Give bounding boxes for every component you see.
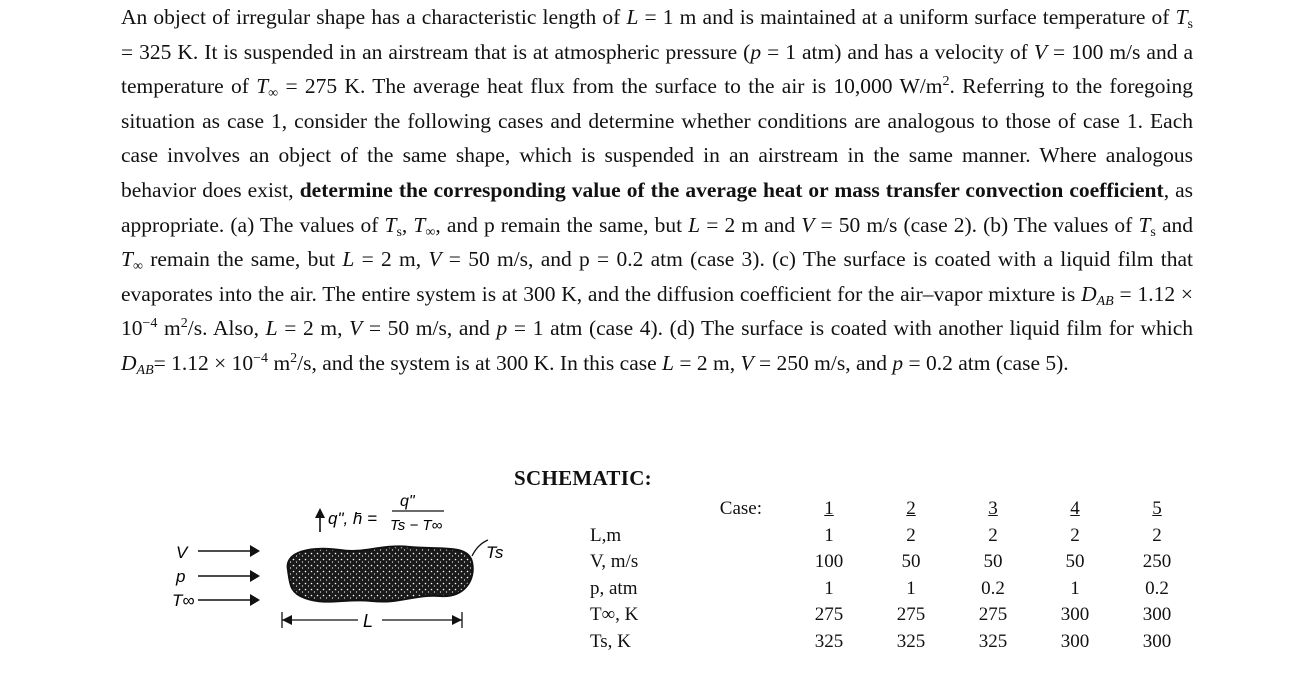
schematic-heading: SCHEMATIC: xyxy=(514,466,652,490)
irregular-object xyxy=(288,546,473,601)
case-number: 3 xyxy=(988,498,998,520)
case-table xyxy=(590,496,1198,655)
stream-arrowhead xyxy=(250,570,260,582)
table-cell: 2 xyxy=(988,524,998,546)
table-cell: 325 xyxy=(896,630,926,652)
flux-numerator: q" xyxy=(400,493,415,510)
table-cell: 2 xyxy=(1152,524,1162,546)
row-label: T∞, K xyxy=(590,604,639,626)
case-number: 4 xyxy=(1070,498,1080,520)
problem-paragraph: An object of irregular shape has a characteristic length of L = 1 m and is maintained at a uniform surface temperature of $T_s = 325$ K. It is suspended in an airstream that is at atmospheric pressure (p = 1 atm) and has a velocity of V = 100 m/s and a temperature of $T_\infty = 275$ K. The average heat flux from the surface to the air is 10,000 $W/m^2$. Referring to the foregoing situation as case 1, consider the following cases and determine whether conditions are analogous to those of case 1. Each case involves an object of the same shape, which is suspended in an airstream in the same manner. Where analogous behavior does exist, determine the corresponding value of the average heat or mass transfer convection coefficient, as appropriate. (a) The values of $T_s$, $T_\infty$, and p remain the same, but L = 2 m and V = 50 m/s (case 2). (b) The values of $T_s$ and $T_\infty$ remain the same, but L = 2 m, V = 50 m/s, and p = 0.2 atm (case 3). (c) The surface is coated with a liquid film that evaporates into the air. The entire system is at 300 K, and the diffusion coefficient for the air–vapor mixture is $D_{AB} = 1.12 \times 10^{-4}$ $m^2/s$. Also, L = 2 m, V = 50 m/s, and p = 1 atm (case 4). (d) The surface is coated with another liquid film for which $D_{AB}= 1.12 \times 10^{-4}$ $m^2/s$, and the system is at 300 K. In this case L = 2 m, V = 250 m/s, and p = 0.2 atm (case 5). xyxy=(121,5,1194,378)
table-cell: 300 xyxy=(1142,604,1172,626)
table-row xyxy=(590,549,1198,576)
table-cell: 300 xyxy=(1142,630,1172,652)
table-cell: 50 xyxy=(901,551,921,573)
stream-arrowhead xyxy=(250,594,260,606)
length-arrowhead-right xyxy=(452,615,462,625)
table-cell: 325 xyxy=(978,630,1008,652)
case-number: 5 xyxy=(1152,498,1162,520)
table-cell: 275 xyxy=(896,604,926,626)
table-cell: 2 xyxy=(1070,524,1080,546)
emphasis-text: determine the corresponding value of the average heat or mass transfer convection coefficient xyxy=(299,177,1164,202)
flux-denominator: Ts − T∞ xyxy=(390,517,443,534)
table-row xyxy=(590,629,1198,656)
problem-statement xyxy=(121,0,1193,381)
table-cell: 0.2 xyxy=(981,577,1005,599)
table-cell: 250 xyxy=(1142,551,1172,573)
table-row xyxy=(590,576,1198,603)
row-label: V, m/s xyxy=(590,551,639,573)
table-cell: 1 xyxy=(824,524,834,546)
table-row xyxy=(590,602,1198,629)
case-number: 2 xyxy=(906,498,916,520)
table-cell: 275 xyxy=(978,604,1008,626)
table-cell: 1 xyxy=(824,577,834,599)
table-row xyxy=(590,523,1198,550)
heat-flux-arrowhead xyxy=(315,508,325,518)
velocity-label: V xyxy=(176,543,188,562)
row-label: Ts, K xyxy=(590,630,631,652)
table-cell: 1 xyxy=(906,577,916,599)
schematic-sketch xyxy=(160,480,510,640)
table-cell: 50 xyxy=(983,551,1003,573)
table-cell: 1 xyxy=(1070,577,1080,599)
surface-temp-label: Ts xyxy=(486,543,504,562)
table-cell: 100 xyxy=(814,551,844,573)
stream-arrowhead xyxy=(250,545,260,557)
table-cell: 2 xyxy=(906,524,916,546)
length-label: L xyxy=(363,611,374,631)
row-label: L,m xyxy=(590,524,622,546)
table-cell: 0.2 xyxy=(1145,577,1169,599)
case-header-label: Case: xyxy=(719,498,762,520)
length-arrowhead-left xyxy=(282,615,292,625)
case-number: 1 xyxy=(824,498,834,520)
table-cell: 325 xyxy=(814,630,844,652)
table-cell: 275 xyxy=(814,604,844,626)
case-header-row xyxy=(590,496,1198,523)
table-cell: 50 xyxy=(1065,551,1085,573)
table-cell: 300 xyxy=(1060,604,1090,626)
flux-equation-left: q", h̄ = xyxy=(328,509,378,528)
row-label: p, atm xyxy=(590,577,638,599)
pressure-label: p xyxy=(176,567,186,586)
freestream-temp-label: T∞ xyxy=(172,591,195,610)
table-cell: 300 xyxy=(1060,630,1090,652)
